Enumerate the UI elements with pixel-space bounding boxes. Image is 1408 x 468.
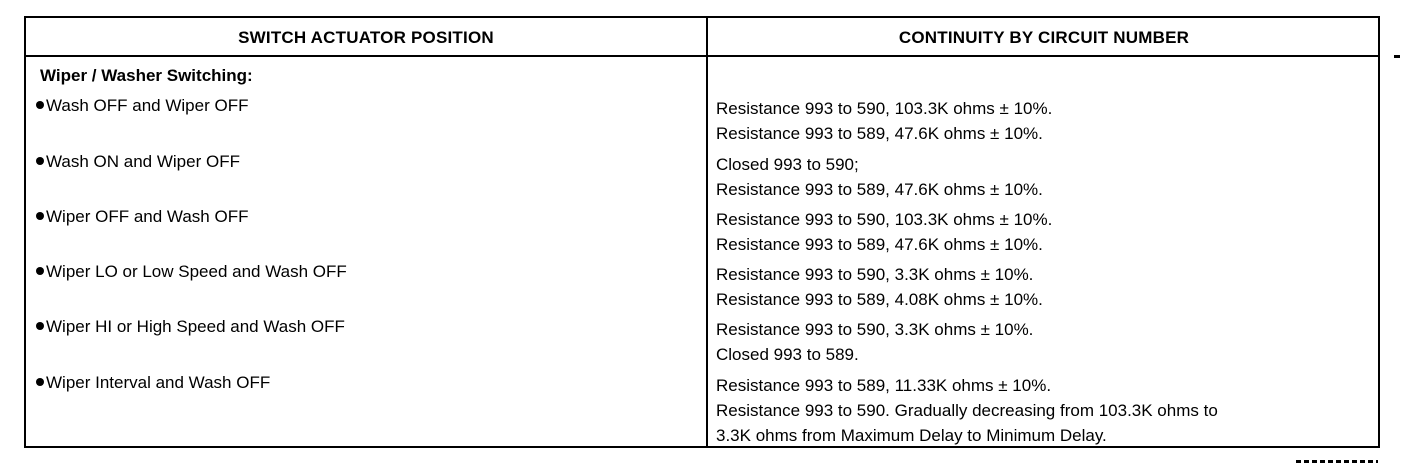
position-cell — [36, 317, 345, 337]
continuity-line: 3.3K ohms from Maximum Delay to Minimum Delay. — [716, 426, 1107, 445]
position-text: Wiper HI or High Speed and Wash OFF — [46, 317, 345, 336]
continuity-cell — [716, 152, 1043, 202]
continuity-line: Resistance 993 to 589, 47.6K ohms ± 10%. — [716, 124, 1043, 143]
continuity-cell — [716, 373, 1218, 448]
continuity-line: Resistance 993 to 590, 3.3K ohms ± 10%. — [716, 265, 1034, 284]
section-title: Wiper / Washer Switching: — [40, 66, 253, 85]
position-text: Wash ON and Wiper OFF — [46, 152, 240, 171]
continuity-line: Resistance 993 to 590, 103.3K ohms ± 10%. — [716, 210, 1053, 229]
margin-tick-mark — [1394, 55, 1400, 58]
bullet-icon — [36, 157, 44, 165]
continuity-line: Resistance 993 to 589, 47.6K ohms ± 10%. — [716, 180, 1043, 199]
continuity-line: Resistance 993 to 589, 47.6K ohms ± 10%. — [716, 235, 1043, 254]
continuity-line: Resistance 993 to 590, 103.3K ohms ± 10%. — [716, 99, 1053, 118]
header-switch-actuator-position: SWITCH ACTUATOR POSITION — [238, 28, 494, 47]
position-text: Wash OFF and Wiper OFF — [46, 96, 249, 115]
position-cell — [36, 96, 248, 116]
position-cell — [36, 262, 347, 282]
position-text: Wiper OFF and Wash OFF — [46, 207, 249, 226]
header-continuity-by-circuit-number: CONTINUITY BY CIRCUIT NUMBER — [898, 28, 1190, 47]
bullet-icon — [36, 212, 44, 220]
continuity-line: Resistance 993 to 589, 4.08K ohms ± 10%. — [716, 290, 1043, 309]
continuity-line: Closed 993 to 589. — [716, 345, 859, 364]
continuity-line: Resistance 993 to 589, 11.33K ohms ± 10%. — [716, 376, 1052, 395]
bullet-icon — [36, 267, 44, 275]
position-cell — [36, 152, 240, 172]
bullet-icon — [36, 322, 44, 330]
continuity-line: Resistance 993 to 590. Gradually decreasing from 103.3K ohms to — [716, 401, 1218, 420]
continuity-cell — [716, 317, 1033, 367]
position-text: Wiper LO or Low Speed and Wash OFF — [46, 262, 347, 281]
bullet-icon — [36, 101, 44, 109]
continuity-cell — [716, 262, 1043, 312]
position-cell — [36, 207, 248, 227]
position-text: Wiper Interval and Wash OFF — [46, 373, 271, 392]
continuity-cell — [716, 207, 1052, 257]
continuity-cell — [716, 96, 1052, 146]
bullet-icon — [36, 378, 44, 386]
header-rule — [26, 55, 1378, 57]
continuity-line: Closed 993 to 590; — [716, 155, 859, 174]
continuity-line: Resistance 993 to 590, 3.3K ohms ± 10%. — [716, 320, 1034, 339]
column-divider — [706, 18, 708, 446]
footer-reference-mark — [1296, 460, 1378, 463]
position-cell — [36, 373, 270, 393]
switch-continuity-table — [24, 16, 1380, 448]
